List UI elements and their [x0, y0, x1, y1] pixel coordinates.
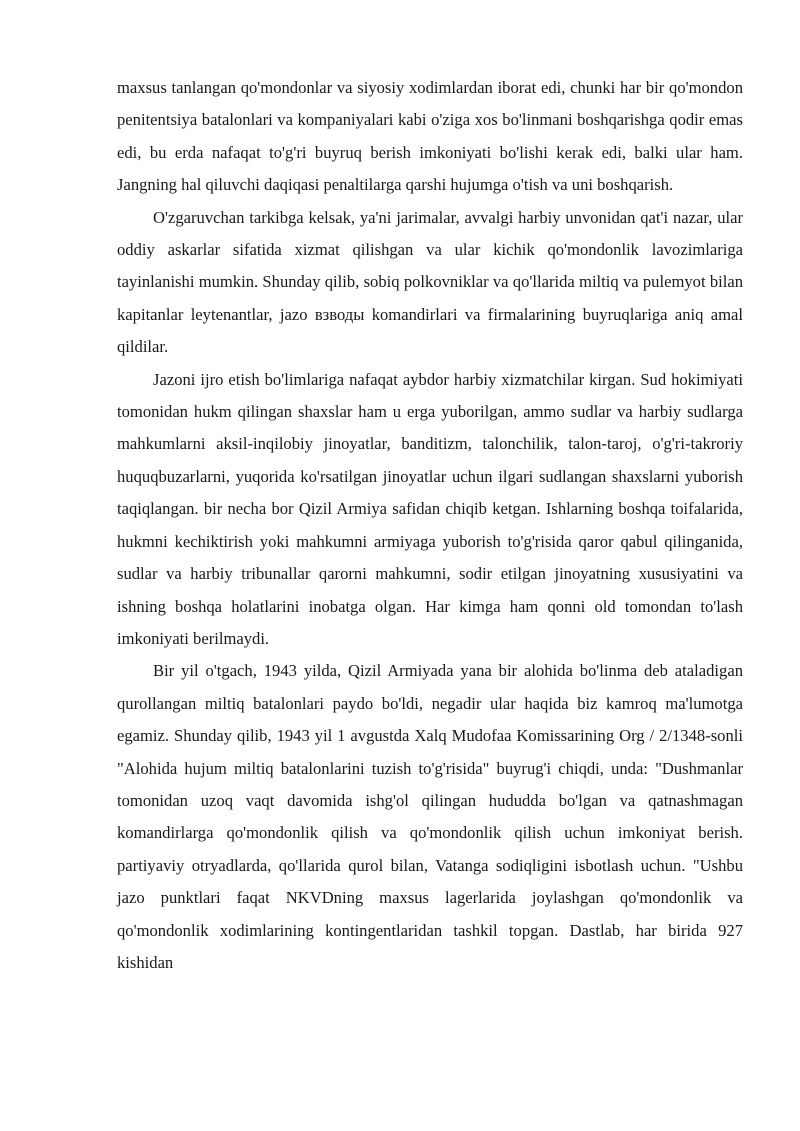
document-body [117, 72, 743, 979]
paragraph-1: maxsus tanlangan qo'mondonlar va siyosiy xodimlardan iborat edi, chunki har bir qo'mondon penitentsiya batalonlari va kompaniyalari kabi o'ziga xos bo'linmani boshqarishga qodir emas edi, bu erda nafaqat to'g'ri buyruq berish imkoniyati bo'lishi kerak edi, balki ular ham. Jangning hal qiluvchi daqiqasi penaltilarga qarshi hujumga o'tish va uni boshqarish. [117, 78, 743, 195]
paragraph-4: Bir yil o'tgach, 1943 yilda, Qizil Armiyada yana bir alohida bo'linma deb ataladigan qurollangan miltiq batalonlari paydo bo'ldi, negadir ular haqida biz kamroq ma'lumotga egamiz. Shunday qilib, 1943 yil 1 avgustda Xalq Mudofaa Komissarining Org / 2/1348-sonli "Alohida hujum miltiq batalonlarini tuzish to'g'risida" buyrug'i chiqdi, unda: "Dushmanlar tomonidan uzoq vaqt davomida ishg'ol qilingan hududda bo'lgan va qatnashmagan komandirlarga qo'mondonlik qilish va qo'mondonlik qilish uchun imkoniyat berish. partiyaviy otryadlarda, qo'llarida qurol bilan, Vatanga sodiqligini isbotlash uchun. "Ushbu jazo punktlari faqat NKVDning maxsus lagerlarida joylashgan qo'mondonlik va qo'mondonlik xodimlarining kontingentlaridan tashkil topgan. Dastlab, har birida 927 kishidan [117, 661, 743, 972]
paragraph-3: Jazoni ijro etish bo'limlariga nafaqat aybdor harbiy xizmatchilar kirgan. Sud hokimiyati tomonidan hukm qilingan shaxslar ham u erga yuborilgan, ammo sudlar va harbiy sudlarga mahkumlarni aksil-inqilobiy jinoyatlar, banditizm, talonchilik, talon-taroj, o'g'ri-takroriy huquqbuzarlarni, yuqorida ko'rsatilgan jinoyatlar uchun ilgari sudlangan shaxslarni yuborish taqiqlangan. bir necha bor Qizil Armiya safidan chiqib ketgan. Ishlarning boshqa toifalarida, hukmni kechiktirish yoki mahkumni armiyaga yuborish to'g'risida qaror qabul qilinganida, sudlar va harbiy tribunallar qarorni mahkumni, sodir etilgan jinoyatning xususiyatini va ishning boshqa holatlarini inobatga olgan. Har kimga ham qonni old tomondan to'lash imkoniyati berilmaydi. [117, 369, 743, 648]
paragraph-2: O'zgaruvchan tarkibga kelsak, ya'ni jarimalar, avvalgi harbiy unvonidan qat'i nazar, ular oddiy askarlar sifatida xizmat qilishgan va ular kichik qo'mondonlik lavozimlariga tayinlanishi mumkin. Shunday qilib, sobiq polkovniklar va qo'llarida miltiq va pulemyot bilan kapitanlar leytenantlar, jazo взводы komandirlari va firmalarining buyruqlariga aniq amal qildilar. [117, 207, 743, 357]
